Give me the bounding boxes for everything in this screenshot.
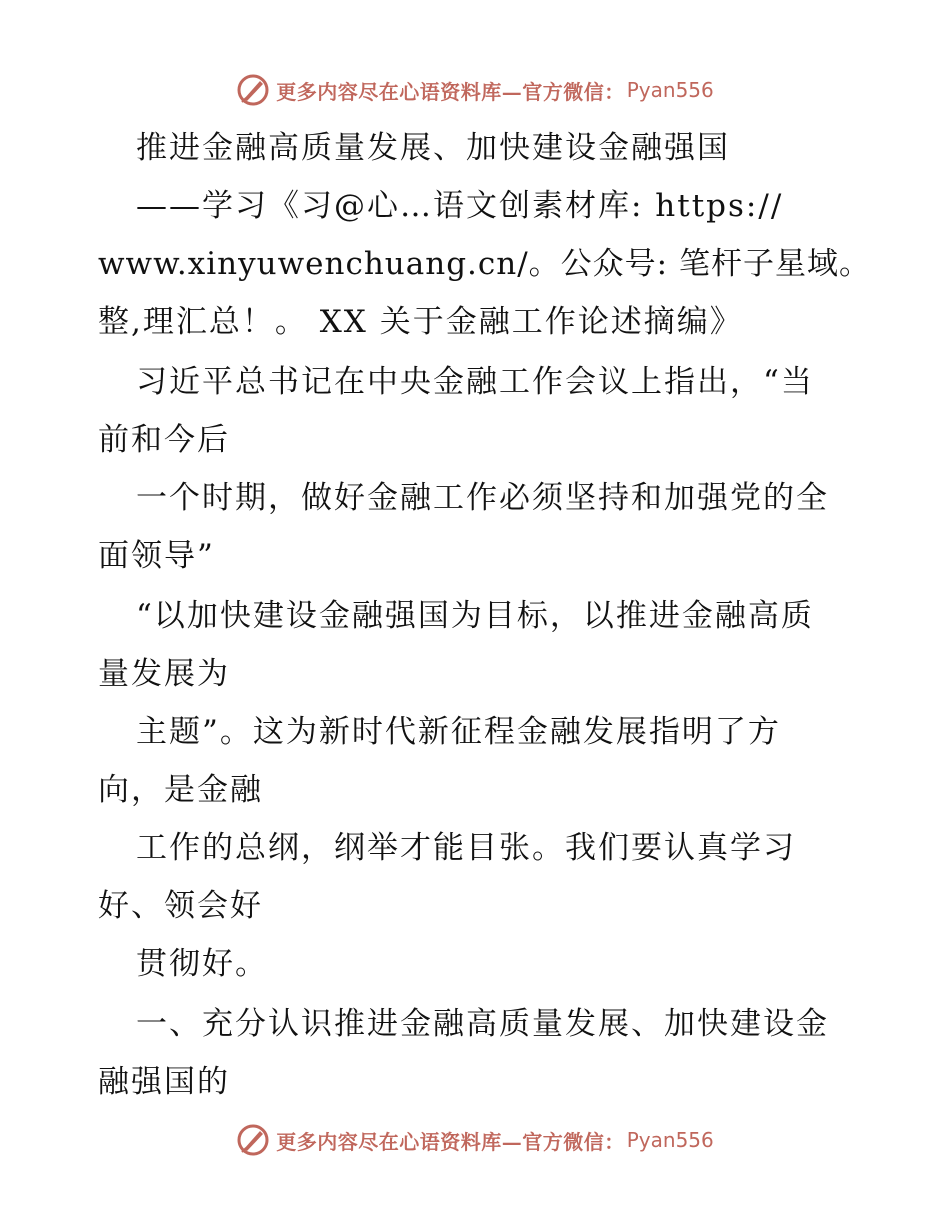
banner-wechat-id: Pyan556 <box>626 78 714 102</box>
quill-logo-icon <box>236 1123 270 1157</box>
banner-wechat-id: Pyan556 <box>626 1128 714 1152</box>
banner-text: 更多内容尽在心语资料库—官方微信： <box>276 79 625 104</box>
paragraph-line: 向，是金融 <box>98 772 263 808</box>
section-heading-line: 融强国的 <box>98 1064 230 1100</box>
doc-subtitle-line: 整,理汇总！。 XX 关于金融工作论述摘编》 <box>98 304 743 340</box>
footer-banner <box>0 1118 950 1162</box>
paragraph-line: 一个时期，做好金融工作必须坚持和加强党的全 <box>136 480 829 516</box>
paragraph-line: 主题”。这为新时代新征程金融发展指明了方 <box>136 714 781 750</box>
doc-subtitle-line: ——学习《习@心…语文创素材库: https:// <box>136 188 784 224</box>
paragraph-line: 好、领会好 <box>98 888 263 924</box>
doc-title: 推进金融高质量发展、加快建设金融强国 <box>136 130 730 166</box>
banner-text: 更多内容尽在心语资料库—官方微信： <box>276 1129 625 1154</box>
paragraph-line: 工作的总纲，纲举才能目张。我们要认真学习 <box>136 830 796 866</box>
paragraph-line: 量发展为 <box>98 656 230 692</box>
section-heading-line: 一、充分认识推进金融高质量发展、加快建设金 <box>136 1006 829 1042</box>
paragraph-line: 习近平总书记在中央金融工作会议上指出，“当 <box>136 364 814 400</box>
doc-subtitle-line: www.xinyuwenchuang.cn/。公众号: 笔杆子星域。 <box>98 246 871 282</box>
paragraph-line: “以加快建设金融强国为目标，以推进金融高质 <box>136 598 814 634</box>
quill-logo-icon <box>236 73 270 107</box>
paragraph-line: 贯彻好。 <box>136 946 268 982</box>
paragraph-line: 前和今后 <box>98 422 230 458</box>
paragraph-line: 面领导” <box>98 538 215 574</box>
header-banner <box>0 68 950 112</box>
